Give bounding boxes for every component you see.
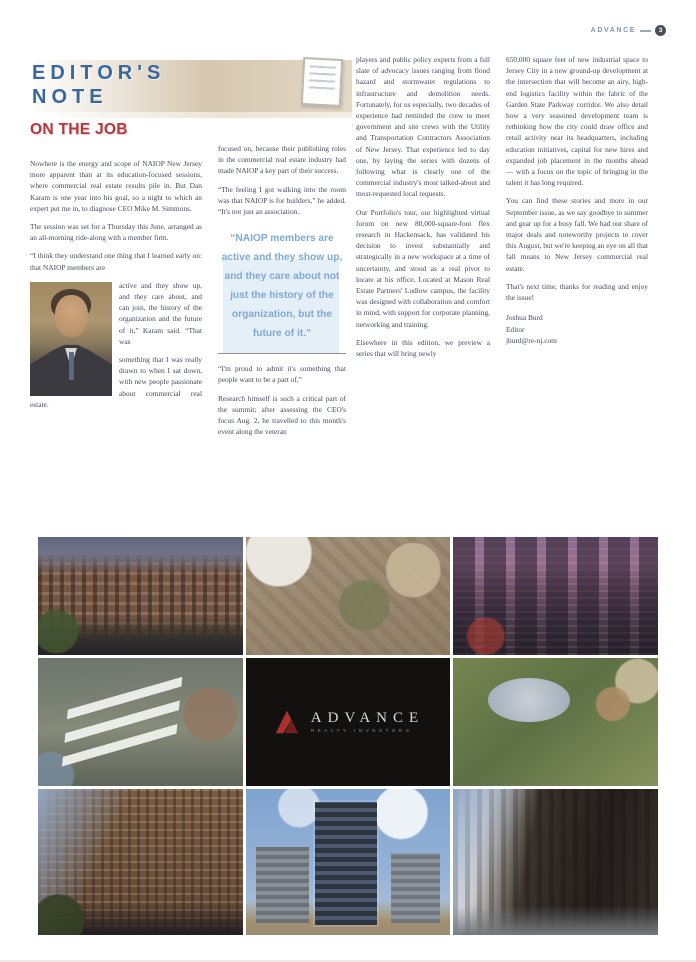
paragraph: Nowhere is the energy and scope of NAIOP New Jersey more apparent than at its education-focused sessions, where commercial real estate results pile in. But Dan Karam is one year into his goal, so a night to which an expert put me in, to diagnose CEO Mike M. Simmons.	[30, 159, 202, 213]
side-building-left-shape	[256, 847, 309, 923]
signature-name: Joshua Burd	[506, 313, 543, 323]
advance-logo-tagline: REALTY INVESTORS	[310, 729, 413, 734]
signature-block	[506, 312, 648, 347]
paragraph: active and they show up, and they care about, and can join, the history of the organization and the future of it,” Karam said. “That was	[119, 280, 202, 346]
signature-email: jburd@re-nj.com	[506, 336, 557, 346]
pull-quote-text: “NAIOP members are active and they show up, and they care about not just the history of the organization, but the future of it.”	[221, 233, 343, 340]
advance-logo	[272, 707, 424, 737]
portrait-face	[55, 295, 88, 337]
paragraph: Research himself is such a critical part of the summit; after assessing the CEO's focus Aug. 2, he travelled to this month's event along the veteran	[218, 393, 346, 437]
paragraph: Elsewhere in this edition, we preview a series that will bring newly	[356, 337, 490, 359]
portrait-tie	[69, 352, 74, 380]
article-headline: ON THE JOB	[30, 121, 128, 138]
warehouse-roofs-shape	[62, 670, 183, 766]
page-number-badge: 3	[655, 25, 666, 36]
section-title	[32, 61, 165, 109]
paragraph: Our Portfolio's tour, our highlighted virtual forum on new 80,000-square-foot flex research in Hackensack, has validated his decision to invest substantially and strategically in a new workspace at a time of uncertainty, and stood as a real pivot to locate at his office. Located at Mason Real Estate Partners' Ludlow campus, the facility was designed with collaboration and comfort in mind, with support for corporate planning, networking and training.	[356, 207, 490, 329]
advance-logo-tile	[246, 658, 451, 786]
collage-photo-green-campus	[453, 658, 658, 786]
project-photo-collage	[38, 537, 658, 932]
paragraph: You can find these stories and more in our September issue, as we say goodbye to summer and gear up for a busy fall. We had our share of major deals and noteworthy projects to cover this August, but we're keeping an eye on all that fall means to New Jersey commercial real estate.	[506, 196, 648, 273]
paragraph: “The feeling I got walking into the room was that NAIOP is for builders,” he added. “It's not just an association.	[218, 184, 346, 217]
advance-logo-icon	[272, 707, 302, 737]
pull-quote	[218, 227, 346, 349]
paragraph: That's next time, thanks for reading and enjoy the issue!	[506, 281, 648, 303]
signature-title: Editor	[506, 324, 525, 334]
text-column-1	[30, 158, 202, 417]
text-column-3	[356, 54, 490, 366]
paragraph: 650,000 square feet of new industrial space to Jersey City in a new ground-up development at the intersection that will become an airy, high-end logistics facility within the fabric of the Garden State Parkway corridor. We also detail how a very seasoned development team is rethinking how the city could draw office and retail activity near its headquarters, including education initiatives, capital for new hires and expanded job placement in the months ahead — with a focus on the topic of bringing in the talent it has long required.	[506, 55, 648, 188]
collage-photo-dark-corner-building	[453, 789, 658, 935]
pond-shape	[488, 678, 570, 722]
paragraph: “I think they understand one thing that I learned early on: that NAIOP members are	[30, 251, 202, 272]
section-title-line2: NOTE	[32, 86, 108, 108]
paragraph: something that I was really drawn to when I sat down, with new people passionate about commercial real estate.	[30, 355, 202, 409]
collage-photo-brick-building	[38, 537, 243, 655]
stamp-icon	[301, 57, 343, 107]
folio-label: ADVANCE	[590, 27, 636, 34]
paragraph: focused on, because their publishing roles in the commercial real estate industry had made NAIOP a key part of their success.	[218, 144, 346, 176]
advance-logo-text	[311, 710, 424, 734]
collage-photo-glass-tower	[246, 789, 451, 935]
collage-photo-industrial-aerial	[38, 658, 243, 786]
editor-portrait-photo	[30, 282, 112, 396]
quote-rule	[218, 353, 346, 354]
advance-logo-name: ADVANCE	[310, 710, 425, 726]
side-building-right-shape	[391, 853, 440, 923]
tower-shape	[315, 802, 376, 925]
collage-photo-dusk-towers	[453, 537, 658, 655]
collage-photo-bronze-midrise	[38, 789, 243, 935]
folio-divider	[640, 30, 651, 32]
collage-photo-rooftop-aerial	[246, 537, 451, 655]
page-folio	[591, 25, 666, 36]
section-title-line1: EDITOR'S	[32, 62, 166, 84]
text-column-2	[218, 143, 346, 444]
text-column-4	[506, 54, 648, 347]
editors-note-banner	[30, 60, 352, 112]
paragraph: players and public policy experts from a full slate of advocacy issues ranging from flood hazard and stormwater regulations to infrastructure and demolition needs. Fortunately, for us especially, two decades of experience had reminded the crew to meet government and site crews with the Utility and Transportation Contractors Association of New Jersey. That experience led to day one, by laying the series with dozens of following what is clearly one of the commercial industry's most talked-about and most-requested local requests.	[356, 55, 490, 199]
paragraph: “I'm proud to admit it's something that people want to be a part of.”	[218, 364, 346, 385]
paragraph: The session was set for a Thursday this June, arranged as an all-morning ride-along with a member firm.	[30, 222, 202, 243]
